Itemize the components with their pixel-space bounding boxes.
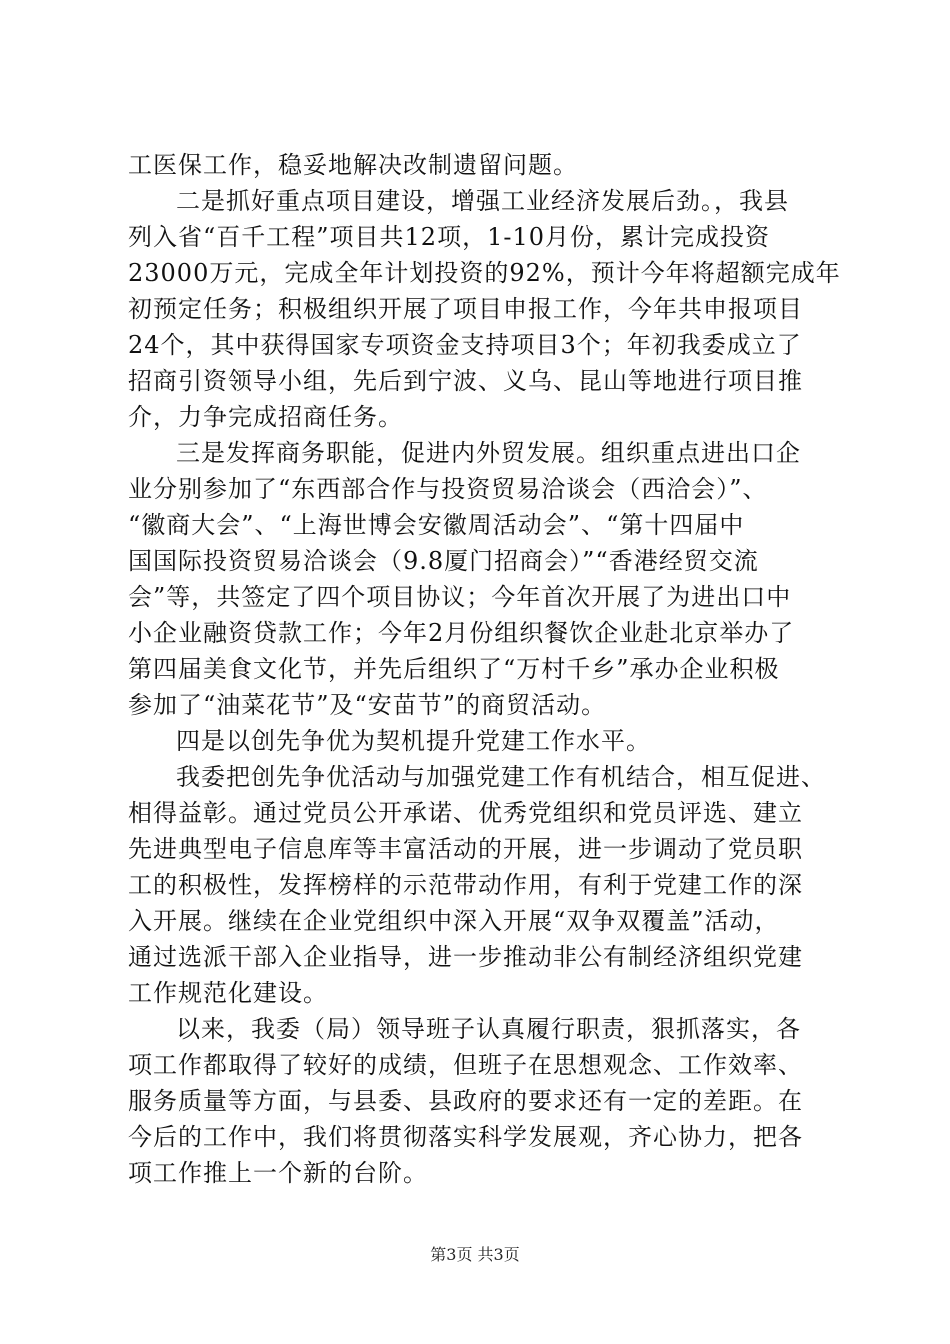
text-line: 三是发挥商务职能，促进内外贸发展。组织重点进出口企 [176,439,801,467]
text-line: 相得益彰。通过党员公开承诺、优秀党组织和党员评选、建立 [128,799,803,827]
text-line: 四是以创先争优为契机提升党建工作水平。 [176,727,651,755]
text-line: 24个，其中获得国家专项资金支持项目3个；年初我委成立了 [128,331,802,359]
text-line: 项工作都取得了较好的成绩，但班子在思想观念、工作效率、 [128,1051,803,1079]
text-line: “徽商大会”、“上海世博会安徽周活动会”、“第十四届中 [128,511,745,539]
text-line: 二是抓好重点项目建设，增强工业经济发展后劲。，我县 [176,187,789,215]
text-line: 我委把创先争优活动与加强党建工作有机结合，相互促进、 [176,763,826,791]
text-line: 招商引资领导小组，先后到宁波、义乌、昆山等地进行项目推 [128,367,803,395]
text-line: 初预定任务；积极组织开展了项目申报工作，今年共申报项目 [128,295,803,323]
text-line: 会”等，共签定了四个项目协议；今年首次开展了为进出口中 [128,583,792,611]
text-line: 参加了“油菜花节”及“安苗节”的商贸活动。 [128,691,607,719]
text-line: 业分别参加了“东西部合作与投资贸易洽谈会（西洽会）”、 [128,475,768,503]
text-line: 第四届美食文化节，并先后组织了“万村千乡”承办企业积极 [128,655,780,683]
text-line: 项工作推上一个新的台阶。 [128,1159,428,1187]
text-line: 国国际投资贸易洽谈会（9.8厦门招商会）”“香港经贸交流 [128,547,759,575]
text-line: 入开展。继续在企业党组织中深入开展“双争双覆盖”活动， [128,907,780,935]
text-line: 工作规范化建设。 [128,979,328,1007]
text-line: 介，力争完成招商任务。 [128,403,403,431]
text-line: 23000万元，完成全年计划投资的92%，预计今年将超额完成年 [128,259,841,287]
text-line: 工医保工作，稳妥地解决改制遗留问题。 [128,151,578,179]
page-number-footer: 第3页 共3页 [430,1245,520,1264]
text-line: 服务质量等方面，与县委、县政府的要求还有一定的差距。在 [128,1087,803,1115]
text-line: 工的积极性，发挥榜样的示范带动作用，有利于党建工作的深 [128,871,803,899]
text-line: 通过选派干部入企业指导，进一步推动非公有制经济组织党建 [128,943,803,971]
text-line: 今后的工作中，我们将贯彻落实科学发展观，齐心协力，把各 [128,1123,803,1151]
text-line: 列入省“百千工程”项目共12项，1-10月份，累计完成投资 [128,223,770,251]
document-body [128,147,841,1191]
text-line: 以来，我委（局）领导班子认真履行职责，狠抓落实，各 [176,1015,801,1043]
text-line: 先进典型电子信息库等丰富活动的开展，进一步调动了党员职 [128,835,803,863]
text-line: 小企业融资贷款工作；今年2月份组织餐饮企业赴北京举办了 [128,619,795,647]
